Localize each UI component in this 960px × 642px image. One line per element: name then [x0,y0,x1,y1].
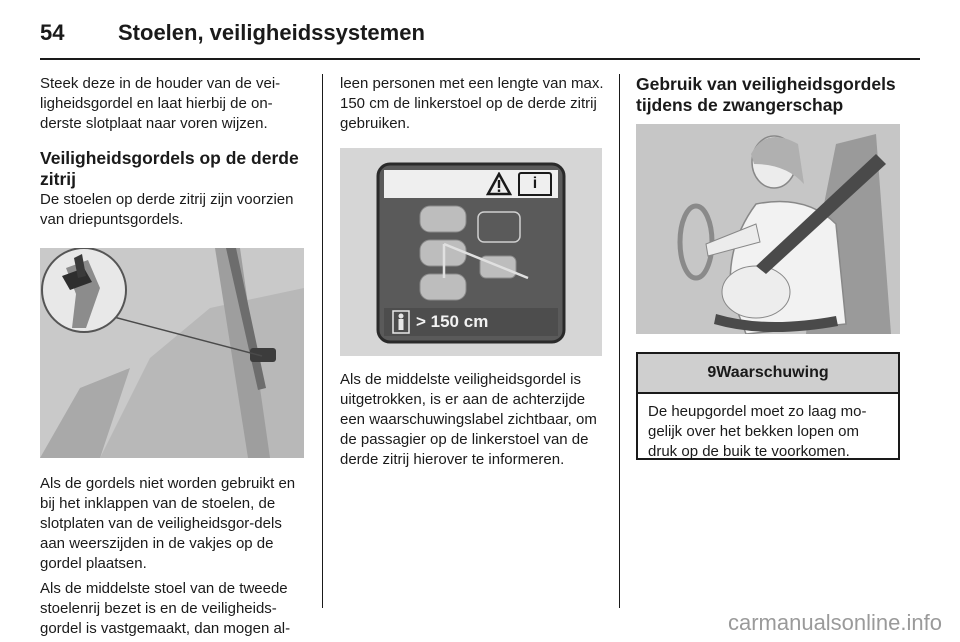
pregnancy-seatbelt-illustration [636,124,900,334]
warning-label-illustration [340,148,602,356]
column-middle [340,74,606,470]
page-title: Stoelen, veiligheidssystemen [118,20,425,45]
paragraph-intro: Steek deze in de houder van de vei-ligheidsgordel en laat hierbij de on-derste slotplaat naar voren wijzen. [40,75,281,132]
paragraph-warning-label: Als de middelste veiligheidsgordel is uitgetrokken, is er aan de achterzijde een waarschuwingslabel zichtbaar, om de passagier op de linkerstoel van de derde zitrij hierover te informeren. [340,371,597,468]
page-number: 54 [40,20,65,45]
paragraph-height-limit: leen personen met een lengte van max. 150 cm de linkerstoel op de derde zitrij gebruiken. [340,75,604,132]
column-left [40,74,306,639]
person-icon [392,310,410,334]
warning-header [638,354,898,394]
column-divider-1 [322,74,323,608]
warning-box [636,352,900,460]
watermark: carmanualsonline.info [727,610,942,635]
warning-text: De heupgordel moet zo laag mo-gelijk over het bekken lopen om druk op de buik te voorkomen. [648,403,867,460]
warning-symbol-icon: 9 [707,364,717,381]
section-heading-pregnancy: Gebruik van veiligheidsgordels tijdens de zwangerschap [636,74,896,115]
warning-title: Waarschuwing [716,364,829,381]
section-heading-third-row: Veiligheidsgordels op de derde zitrij [40,148,299,189]
height-label-text: > 150 cm [416,312,489,331]
paragraph-unused-belts: Als de gordels niet worden gebruikt en bij het inklappen van de stoelen, de slotplaten van de veiligheidsgor-dels aan weerszijden in de vakjes op de gordel plaatsen. [40,475,296,572]
column-divider-2 [619,74,620,608]
column-right [636,74,902,334]
info-book-icon [518,172,552,196]
paragraph-middle-seat: Als de middelste stoel van de tweede stoelenrij bezet is en de veiligheids-gordel is vastgemaakt, dan mogen al- [40,580,291,637]
warning-triangle-icon [486,172,512,196]
page-header [40,16,920,60]
paragraph-third-row: De stoelen op derde zitrij zijn voorzien van driepuntsgordels. [40,191,294,228]
info-book-letter: i [532,175,538,192]
seatbelt-holder-illustration [40,248,304,458]
